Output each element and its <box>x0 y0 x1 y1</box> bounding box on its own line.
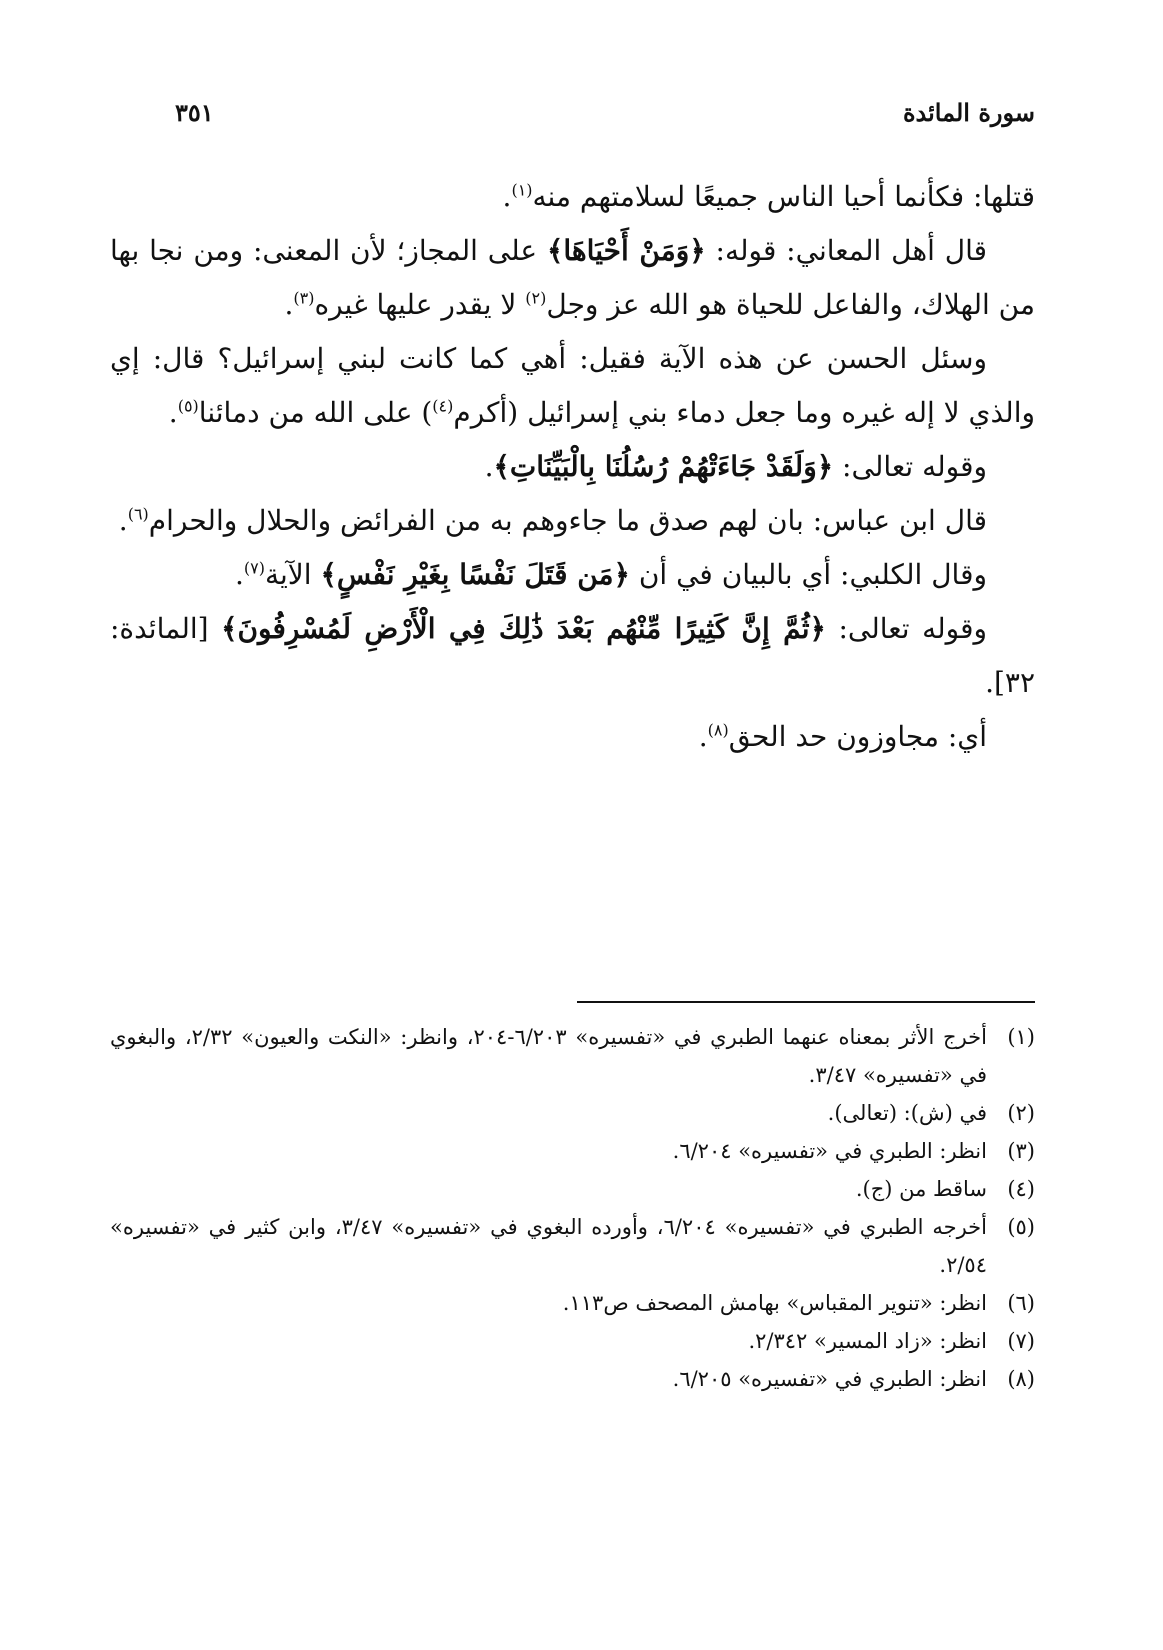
paragraph-1-text: قتلها: فكأنما أحيا الناس جميعًا لسلامتهم منه <box>532 180 1035 213</box>
paragraph-7-text-a: وقوله تعالى: <box>825 612 988 645</box>
paragraph-4-text-a: وقوله تعالى: <box>833 450 987 483</box>
footnote-1 <box>110 1018 1035 1094</box>
paragraph-2-text-b: على المجاز؛ لأن المعنى: ومن نجا بها من الهلاك، والفاعل للحياة هو الله عز وجل <box>110 234 1035 321</box>
footnote-text: ساقط من (ج). <box>855 1177 987 1201</box>
footnote-ref-3: (٣) <box>293 288 315 308</box>
paragraph-8-text-a: أي: مجاوزون حد الحق <box>728 720 987 753</box>
footnote-8 <box>110 1360 1035 1398</box>
paragraph-7 <box>110 602 1035 710</box>
quran-verse-4: ﴿ثُمَّ إِنَّ كَثِيرًا مِّنْهُم بَعْدَ ذَٰلِكَ فِي الْأَرْضِ لَمُسْرِفُونَ﴾ <box>221 612 826 645</box>
footnote-number: (٨) <box>1007 1367 1035 1391</box>
book-page <box>110 0 1035 1650</box>
paragraph-2-text-a: قال أهل المعاني: قوله: <box>705 234 987 267</box>
footnote-7 <box>110 1322 1035 1360</box>
paragraph-2-text-c: لا يقدر عليها غيره <box>314 288 526 321</box>
paragraph-8 <box>110 710 1035 764</box>
paragraph-4-end: . <box>484 450 494 483</box>
footnote-ref-4: (٤) <box>432 396 454 416</box>
page-number: ٣٥١ <box>175 98 214 127</box>
main-text <box>110 170 1035 764</box>
paragraph-4 <box>110 440 1035 494</box>
footnote-number: (٤) <box>1007 1177 1035 1201</box>
footnote-4 <box>110 1170 1035 1208</box>
footnote-number: (٦) <box>1007 1291 1035 1315</box>
footnote-number: (١) <box>1007 1025 1035 1049</box>
footnote-divider <box>577 1001 1035 1003</box>
quran-verse-2: ﴿وَلَقَدْ جَاءَتْهُمْ رُسُلُنَا بِالْبَيِّنَاتِ﴾ <box>493 450 834 483</box>
paragraph-3-end: . <box>168 396 178 429</box>
footnote-2 <box>110 1094 1035 1132</box>
footnote-text: انظر: الطبري في «تفسيره» ٦/٢٠٤. <box>672 1139 987 1163</box>
paragraph-1 <box>110 170 1035 224</box>
footnote-text: في (ش): (تعالى). <box>827 1101 987 1125</box>
footnote-ref-6: (٦) <box>127 504 149 524</box>
paragraph-6-end: . <box>235 558 244 591</box>
paragraph-6 <box>110 548 1035 602</box>
paragraph-1-end: . <box>502 180 512 213</box>
footnote-ref-1: (١) <box>511 180 533 200</box>
paragraph-5-text-a: قال ابن عباس: بان لهم صدق ما جاءوهم به من الفرائض والحلال والحرام <box>148 504 987 537</box>
footnote-ref-8: (٨) <box>707 720 729 740</box>
footnote-ref-7: (٧) <box>243 558 265 578</box>
paragraph-3-text-b: ) على الله من دمائنا <box>198 396 433 429</box>
paragraph-5-end: . <box>118 504 128 537</box>
footnote-3 <box>110 1132 1035 1170</box>
paragraph-8-end: . <box>698 720 708 753</box>
footnote-6 <box>110 1284 1035 1322</box>
footnote-text: أخرج الأثر بمعناه عنهما الطبري في «تفسيره» ٦/٢٠٣-٢٠٤، وانظر: «النكت والعيون» ٢/٣٢، والبغوي في «تفسيره» ٣/٤٧. <box>110 1025 987 1087</box>
footnotes-section <box>110 1018 1035 1398</box>
footnote-text: انظر: «تنوير المقباس» بهامش المصحف ص١١٣. <box>562 1291 987 1315</box>
footnote-text: انظر: الطبري في «تفسيره» ٦/٢٠٥. <box>672 1367 987 1391</box>
paragraph-2 <box>110 224 1035 332</box>
footnote-5 <box>110 1208 1035 1284</box>
surah-title: سورة المائدة <box>902 98 1035 127</box>
footnote-ref-5: (٥) <box>177 396 199 416</box>
footnote-number: (٥) <box>1007 1215 1035 1239</box>
footnote-text: انظر: «زاد المسير» ٢/٣٤٢. <box>748 1329 987 1353</box>
paragraph-3 <box>110 332 1035 440</box>
page-header <box>110 98 1035 138</box>
quran-verse-1: ﴿وَمَنْ أَحْيَاهَا﴾ <box>546 234 706 267</box>
paragraph-7-text-b: [المائدة: ٣٢]. <box>110 612 1035 699</box>
paragraph-2-end: . <box>284 288 294 321</box>
footnote-number: (٢) <box>1007 1101 1035 1125</box>
footnote-text: أخرجه الطبري في «تفسيره» ٦/٢٠٤، وأورده البغوي في «تفسيره» ٣/٤٧، وابن كثير في «تفسيره» ٢/٥٤. <box>110 1215 988 1277</box>
paragraph-6-text-a: وقال الكلبي: أي بالبيان في أن <box>629 558 987 591</box>
footnote-number: (٣) <box>1007 1139 1035 1163</box>
quran-verse-3: ﴿مَن قَتَلَ نَفْسًا بِغَيْرِ نَفْسٍ﴾ <box>320 558 630 591</box>
paragraph-6-text-b: الآية <box>265 558 321 591</box>
footnote-ref-2: (٢) <box>525 288 547 308</box>
paragraph-3-text-a: وسئل الحسن عن هذه الآية فقيل: أهي كما كانت لبني إسرائيل؟ قال: إي والذي لا إله غيره وما جعل دماء بني إسرائيل (أكرم <box>110 342 1035 429</box>
footnote-number: (٧) <box>1007 1329 1035 1353</box>
paragraph-5 <box>110 494 1035 548</box>
